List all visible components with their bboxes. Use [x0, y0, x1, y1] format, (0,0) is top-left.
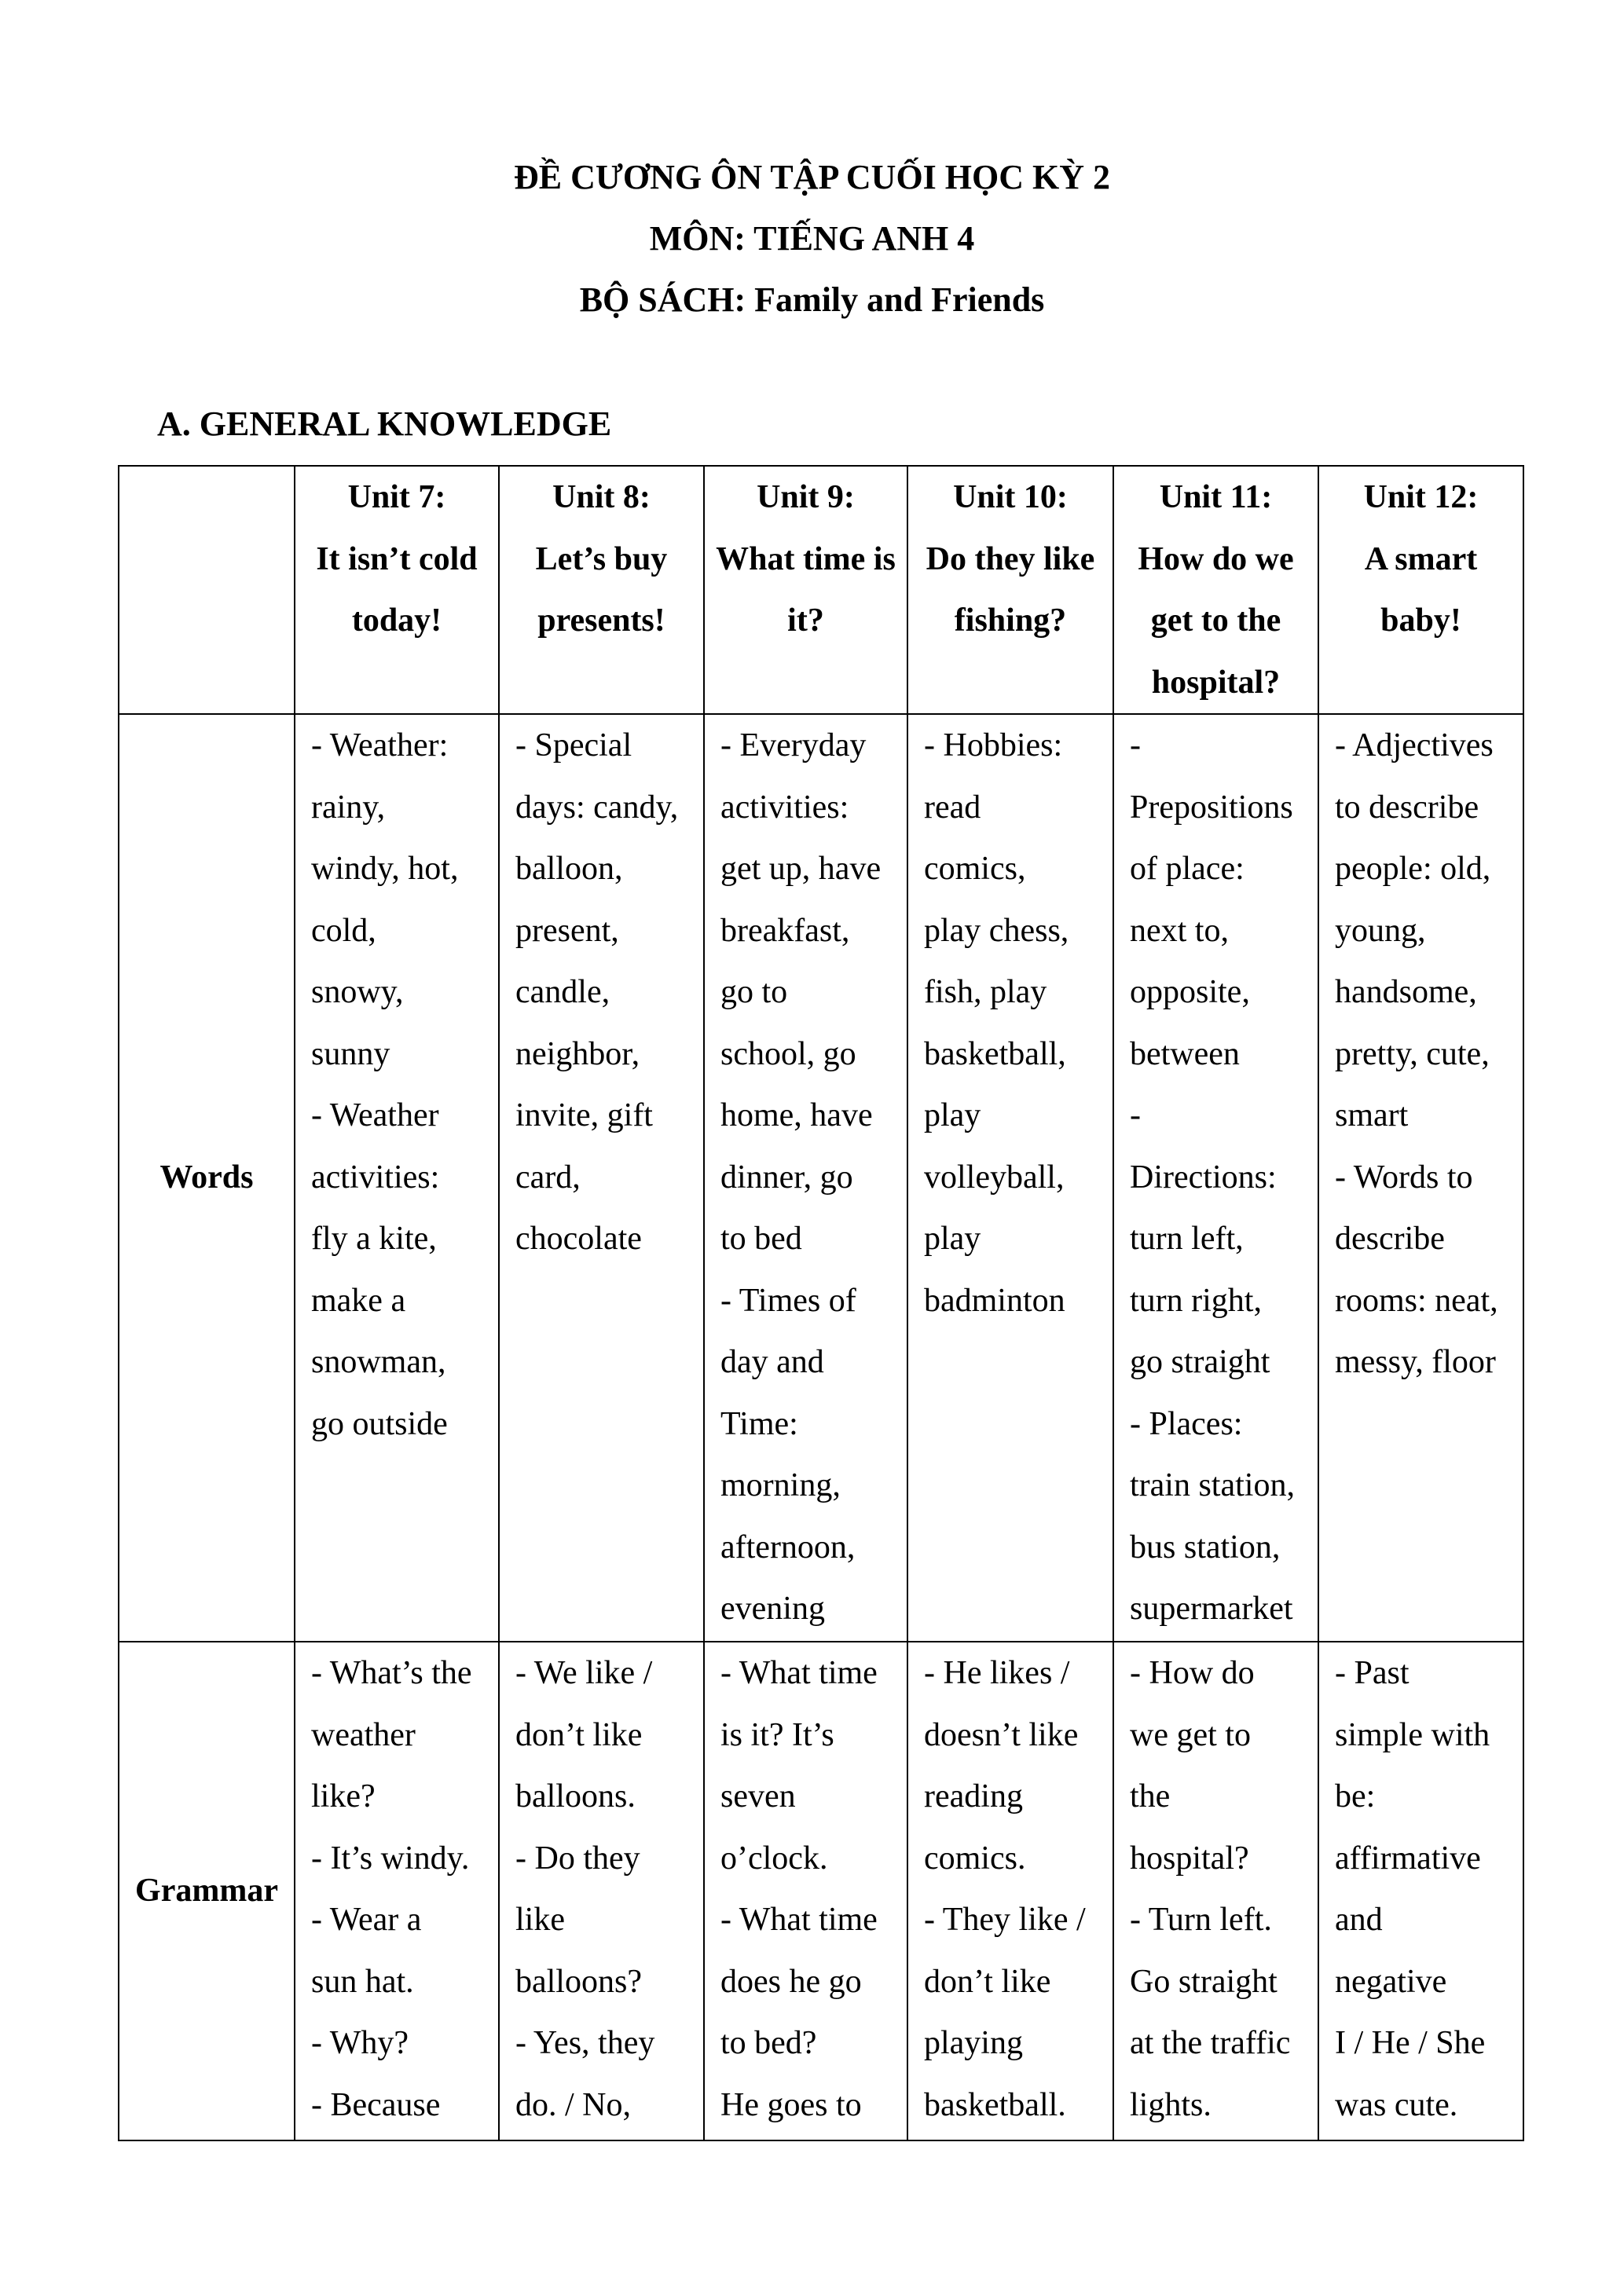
column-header [704, 466, 907, 714]
cell-line: - Yes, they [515, 2025, 655, 2061]
cell-line: A smart [1364, 540, 1478, 577]
table-cell [1113, 714, 1318, 1642]
cell-line: handsome, [1335, 974, 1477, 1010]
cell-line: activities: [311, 1159, 440, 1196]
cell-line: card, [515, 1159, 581, 1196]
cell-line: doesn’t like [924, 1716, 1079, 1753]
cell-line: play [924, 1097, 981, 1133]
cell-line: negative [1335, 1963, 1447, 2000]
cell-line: Prepositions [1130, 789, 1293, 826]
cell-line: present, [515, 912, 619, 949]
cell-line: - Wear a [311, 1902, 422, 1938]
cell-line: comics. [924, 1840, 1026, 1877]
cell-line: o’clock. [720, 1840, 828, 1877]
cell-line: at the traffic [1130, 2025, 1291, 2061]
cell-line: hospital? [1151, 664, 1281, 701]
cell-line: of place: [1130, 851, 1245, 887]
cell-line: - Times of [720, 1282, 856, 1319]
cell-line: balloon, [515, 851, 623, 887]
cell-line: people: old, [1335, 851, 1491, 887]
table-cell [907, 714, 1113, 1642]
cell-line: lights. [1130, 2086, 1212, 2123]
subject-title: MÔN: TIẾNG ANH 4 [649, 219, 975, 258]
table-cell [1318, 1642, 1523, 2140]
cell-line: supermarket [1130, 1591, 1293, 1627]
cell-line: Unit 12: [1363, 479, 1479, 515]
cell-line: we get to [1130, 1716, 1251, 1753]
cell-line: - They like / [924, 1902, 1086, 1938]
cell-line: - Because [311, 2086, 441, 2123]
cell-line: - What’s the [311, 1655, 472, 1691]
cell-line: reading [924, 1778, 1023, 1814]
cell-line: morning, [720, 1467, 841, 1503]
cell-line: Let’s buy [535, 540, 668, 577]
corner-cell [119, 466, 295, 714]
cell-line: fishing? [954, 602, 1067, 639]
table-cell [704, 1642, 907, 2140]
cell-line: don’t like [515, 1716, 643, 1753]
cell-line: be: [1335, 1778, 1376, 1814]
cell-line: home, have [720, 1097, 873, 1133]
cell-line: Go straight [1130, 1963, 1278, 2000]
table-cell [295, 1642, 499, 2140]
cell-line: turn left, [1130, 1221, 1244, 1257]
column-header [499, 466, 704, 714]
table-cell [499, 1642, 704, 2140]
cell-line: to bed? [720, 2025, 817, 2061]
cell-line: snowy, [311, 974, 404, 1010]
column-header [907, 466, 1113, 714]
cell-line: to bed [720, 1221, 802, 1257]
cell-line: hospital? [1130, 1840, 1249, 1877]
cell-line: - He likes / [924, 1655, 1070, 1691]
cell-line: pretty, cute, [1335, 1035, 1490, 1072]
cell-line: balloons? [515, 1963, 642, 2000]
cell-line: simple with [1335, 1716, 1490, 1753]
cell-line: - Places: [1130, 1405, 1243, 1442]
book-title: BỘ SÁCH: Family and Friends [579, 280, 1045, 319]
cell-line: - What time [720, 1655, 878, 1691]
section-heading: A. GENERAL KNOWLEDGE [157, 405, 612, 443]
cell-line: like? [311, 1778, 376, 1814]
cell-line: - [1130, 1097, 1141, 1133]
cell-line: play chess, [924, 912, 1069, 949]
cell-line: day and [720, 1344, 824, 1380]
cell-line: bus station, [1130, 1529, 1281, 1565]
cell-line: playing [924, 2025, 1023, 2061]
cell-line: comics, [924, 851, 1026, 887]
cell-line: - Everyday [720, 727, 867, 764]
cell-line: Unit 8: [552, 479, 651, 515]
cell-line: Unit 11: [1159, 479, 1273, 515]
cell-line: weather [311, 1716, 416, 1753]
cell-line: chocolate [515, 1221, 642, 1257]
column-header [295, 466, 499, 714]
cell-line: - Why? [311, 2025, 409, 2061]
cell-line: balloons. [515, 1778, 636, 1814]
cell-line: does he go [720, 1963, 862, 2000]
cell-line: go straight [1130, 1344, 1270, 1380]
cell-line: today! [351, 602, 442, 639]
cell-line: play [924, 1221, 981, 1257]
cell-line: school, go [720, 1035, 856, 1072]
cell-line: It isn’t cold [316, 540, 478, 577]
cell-line: dinner, go [720, 1159, 853, 1196]
cell-line: train station, [1130, 1467, 1295, 1503]
cell-line: He goes to [720, 2086, 862, 2123]
cell-line: fish, play [924, 974, 1047, 1010]
cell-line: don’t like [924, 1963, 1051, 2000]
cell-line: candle, [515, 974, 610, 1010]
cell-line: breakfast, [720, 912, 850, 949]
cell-line: windy, hot, [311, 851, 459, 887]
cell-line: afternoon, [720, 1529, 856, 1565]
table-row [119, 1642, 1523, 2140]
cell-line: was cute. [1335, 2086, 1458, 2123]
column-header [1318, 466, 1523, 714]
cell-line: - What time [720, 1902, 878, 1938]
cell-line: read [924, 789, 981, 826]
table-cell [704, 714, 907, 1642]
cell-line: - Words to [1335, 1159, 1473, 1196]
cell-line: sun hat. [311, 1963, 414, 2000]
cell-line: badminton [924, 1282, 1065, 1319]
cell-line: Unit 7: [347, 479, 446, 515]
cell-line: days: candy, [515, 789, 679, 826]
cell-line: smart [1335, 1097, 1409, 1133]
cell-line: fly a kite, [311, 1221, 437, 1257]
cell-line: Time: [720, 1405, 798, 1442]
cell-line: Unit 9: [757, 479, 855, 515]
header-row [119, 466, 1523, 714]
cell-line: to describe [1335, 789, 1479, 826]
cell-line: neighbor, [515, 1035, 640, 1072]
table-cell [1318, 714, 1523, 1642]
cell-line: is it? It’s [720, 1716, 834, 1753]
cell-line: basketball. [924, 2086, 1066, 2123]
cell-line: volleyball, [924, 1159, 1065, 1196]
cell-line: - Do they [515, 1840, 640, 1877]
cell-line: What time is [716, 540, 896, 577]
cell-line: baby! [1380, 602, 1461, 639]
cell-line: turn right, [1130, 1282, 1262, 1319]
cell-line: basketball, [924, 1035, 1066, 1072]
cell-line: Directions: [1130, 1159, 1277, 1196]
cell-line: presents! [537, 602, 665, 639]
cell-line: cold, [311, 912, 376, 949]
cell-line: young, [1335, 912, 1426, 949]
cell-line: go outside [311, 1405, 448, 1442]
table-cell [295, 714, 499, 1642]
cell-line: - Turn left. [1130, 1902, 1272, 1938]
cell-line: get to the [1150, 602, 1281, 639]
cell-line: seven [720, 1778, 796, 1814]
cell-line: - It’s windy. [311, 1840, 470, 1877]
cell-line: between [1130, 1035, 1240, 1072]
cell-line: rooms: neat, [1335, 1282, 1498, 1319]
cell-line: - Weather: [311, 727, 449, 764]
cell-line: snowman, [311, 1344, 446, 1380]
cell-line: sunny [311, 1035, 390, 1072]
cell-line: next to, [1130, 912, 1229, 949]
table-row [119, 714, 1523, 1642]
cell-line: - Past [1335, 1655, 1410, 1691]
cell-line: How do we [1138, 540, 1294, 577]
cell-line: - Weather [311, 1097, 439, 1133]
row-label: Words [119, 714, 295, 1642]
cell-line: like [515, 1902, 565, 1938]
cell-line: Do they like [926, 540, 1095, 577]
cell-line: activities: [720, 789, 849, 826]
cell-line: I / He / She [1335, 2025, 1486, 2061]
cell-line: and [1335, 1902, 1383, 1938]
cell-line: Unit 10: [953, 479, 1068, 515]
cell-line: - Hobbies: [924, 727, 1063, 764]
knowledge-table [118, 465, 1524, 2141]
cell-line: - Special [515, 727, 632, 764]
table-cell [907, 1642, 1113, 2140]
cell-line: - How do [1130, 1655, 1255, 1691]
cell-line: the [1130, 1778, 1171, 1814]
cell-line: it? [787, 602, 824, 639]
document-title: ĐỀ CƯƠNG ÔN TẬP CUỐI HỌC KỲ 2 [513, 158, 1111, 196]
cell-line: affirmative [1335, 1840, 1481, 1877]
cell-line: messy, floor [1335, 1344, 1496, 1380]
cell-line: - [1130, 727, 1141, 764]
cell-line: - We like / [515, 1655, 653, 1691]
cell-line: get up, have [720, 851, 882, 887]
column-header [1113, 466, 1318, 714]
table-cell [499, 714, 704, 1642]
cell-line: invite, gift [515, 1097, 653, 1133]
cell-line: go to [720, 974, 788, 1010]
cell-line: describe [1335, 1221, 1445, 1257]
cell-line: make a [311, 1282, 406, 1319]
cell-line: do. / No, [515, 2086, 631, 2123]
table-cell [1113, 1642, 1318, 2140]
cell-line: opposite, [1130, 974, 1250, 1010]
cell-line: evening [720, 1591, 825, 1627]
cell-line: - Adjectives [1335, 727, 1494, 764]
row-label: Grammar [119, 1642, 295, 2140]
cell-line: rainy, [311, 789, 386, 826]
